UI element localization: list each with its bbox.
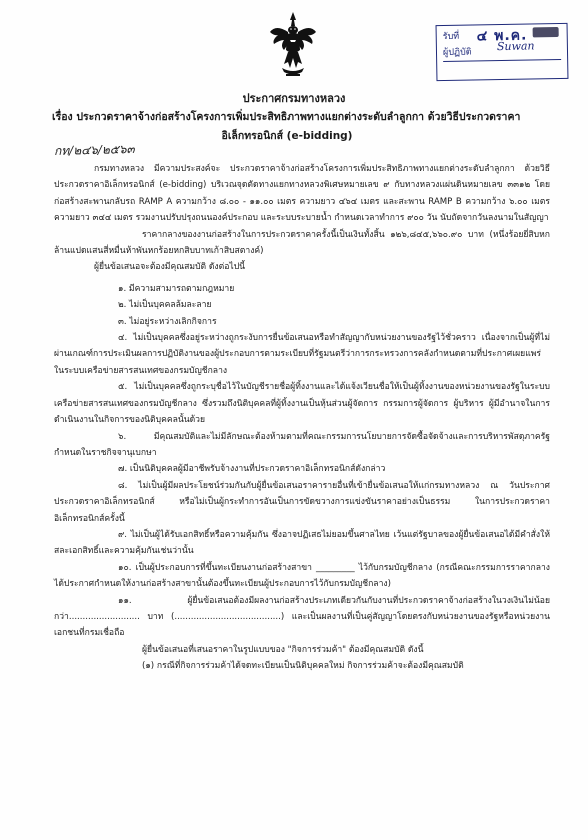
qualification-item: ๗. เป็นนิติบุคคลผู้มีอาชีพรับจ้างงานที่ประกวดราคาอิเล็กทรอนิกส์ดังกล่าว xyxy=(118,464,386,475)
announcement-body xyxy=(54,161,550,675)
qualification-item: ๑. มีความสามารถตามกฎหมาย xyxy=(118,283,235,294)
joint-venture-intro: ผู้ยื่นข้อเสนอที่เสนอราคาในรูปแบบของ "กิจการร่วมค้า" ต้องมีคุณสมบัติ ดังนี้ xyxy=(142,644,424,655)
qualification-item: ๖. มีคุณสมบัติและไม่มีลักษณะต้องห้ามตามที่คณะกรรมการนโยบายการจัดซื้อจัดจ้างและการบริหารพัสดุภาครัฐกำหนดในราชกิจจานุเบกษา xyxy=(54,431,550,458)
joint-venture-item: (๑) กรณีที่กิจการร่วมค้าได้จดทะเบียนเป็นนิติบุคคลใหม่ กิจการร่วมค้าจะต้องมีคุณสมบัติ xyxy=(142,661,464,672)
receipt-stamp xyxy=(436,23,569,81)
garuda-emblem-icon xyxy=(268,10,318,80)
intro-paragraph: กรมทางหลวง มีความประสงค์จะ ประกวดราคาจ้างก่อสร้างโครงการเพิ่มประสิทธิภาพทางแยกต่างระดับลำลูกกา ด้วยวิธีประกวดราคาอิเล็กทรอนิกส์ (e-bidding) บริเวณจุดตัดทางแยกทางหลวงพิเศษหมายเลข ๙ กับทางหลวงแผ่นดินหมายเลข ๓๓๑๒ โดยก่อสร้างสะพานกลับรถ RAMP A ความกว้าง ๘.๐๐ - ๑๑.๐๐ เมตร ความยาว ๔๖๔ เมตร และสะพาน RAMP B ความกว้าง ๖.๐๐ เมตร ความยาว ๓๔๔ เมตร รวมงานปรับปรุงถนนองค์ประกอบ และระบบระบายน้ำ กำหนดเวลาทำการ ๙๐๐ วัน นับถัดจากวันลงนามในสัญญา xyxy=(54,164,550,224)
stamp-signature: Suwan xyxy=(496,39,535,54)
stamp-handler-label: ผู้ปฏิบัติ xyxy=(442,47,472,59)
stamp-date: ๔ พ.ค. xyxy=(476,27,528,45)
stamp-received-label: รับที่ xyxy=(442,31,460,43)
qualification-item: ๙. ไม่เป็นผู้ได้รับเอกสิทธิ์หรือความคุ้มกัน ซึ่งอาจปฏิเสธไม่ยอมขึ้นศาลไทย เว้นแต่รัฐบาลของผู้ยื่นข้อเสนอได้มีคำสั่งให้สละเอกสิทธิ์และความคุ้มกันเช่นว่านั้น xyxy=(54,529,550,557)
qualifications-intro: ผู้ยื่นข้อเสนอจะต้องมีคุณสมบัติ ดังต่อไปนี้ xyxy=(94,262,246,273)
qualification-item: ๔. ไม่เป็นบุคคลซึ่งอยู่ระหว่างถูกระงับการยื่นข้อเสนอหรือทำสัญญากับหน่วยงานของรัฐไว้ชั่วคราว เนื่องจากเป็นผู้ที่ไม่ผ่านเกณฑ์การประเมินผลการปฏิบัติงานของผู้ประกอบการตามระเบียบที่รัฐมนตรีว่าการกระทรวงการคลังกำหนดตามที่ประกาศเผยแพร่ในระบบเครือข่ายสารสนเทศของกรมบัญชีกลาง xyxy=(54,333,550,376)
reference-price-paragraph: ราคากลางของงานก่อสร้างในการประกวดราคาครั้งนี้เป็นเงินทั้งสิ้น ๑๒๖,๘๔๕,๖๖๐.๙๐ บาท (หนึ่งร้อยยี่สิบหกล้านแปดแสนสี่หมื่นห้าพันหกร้อยหกสิบบาทเก้าสิบสตางค์) xyxy=(54,229,550,257)
announcement-header: ประกาศกรมทางหลวง xyxy=(242,92,346,105)
stamp-ink-smudge xyxy=(533,27,559,37)
qualification-item: ๑๑. ผู้ยื่นข้อเสนอต้องมีผลงานก่อสร้างประเภทเดียวกันกับงานที่ประกวดราคาจ้างก่อสร้างในวงเงินไม่น้อยกว่า.......................... บาท (.......................................) และเป็นผลงานที่เป็นคู่สัญญาโดยตรงกับหน่วยงานของรัฐหรือหน่วยงานเอกชนที่กรมเชื่อถือ xyxy=(54,595,550,639)
qualification-item: ๘. ไม่เป็นผู้มีผลประโยชน์ร่วมกันกับผู้ยื่นข้อเสนอราคารายอื่นที่เข้ายื่นข้อเสนอให้แก่กรมทางหลวง ณ วันประกาศประกวดราคาอิเล็กทรอนิกส์ หรือไม่เป็นผู้กระทำการอันเป็นการขัดขวางการแข่งขันราคาอย่างเป็นธรรม ในการประกวดราคาอิเล็กทรอนิกส์ครั้งนี้ xyxy=(54,480,550,524)
qualification-item: ๒. ไม่เป็นบุคคลล้มละลาย xyxy=(118,300,212,311)
subject-line-2: อิเล็กทรอนิกส์ (e-bidding) xyxy=(221,130,353,142)
handwritten-reference: กท/๒๔๖/๒๕๖๓ xyxy=(53,141,135,159)
qualification-item: ๕. ไม่เป็นบุคคลซึ่งถูกระบุชื่อไว้ในบัญชีรายชื่อผู้ทิ้งงานและได้แจ้งเวียนชื่อให้เป็นผู้ทิ้งงานของหน่วยงานของรัฐในระบบเครือข่ายสารสนเทศของกรมบัญชีกลาง ซึ่งรวมถึงนิติบุคคลที่ผู้ทิ้งงานเป็นหุ้นส่วนผู้จัดการ กรรมการผู้จัดการ ผู้บริหาร ผู้มีอำนาจในการดำเนินงานในกิจการของนิติบุคคลนั้นด้วย xyxy=(54,382,550,426)
subject-line-1: เรื่อง ประกวดราคาจ้างก่อสร้างโครงการเพิ่มประสิทธิภาพทางแยกต่างระดับลำลูกกา ด้วยวิธีประกวดราคา xyxy=(52,111,521,123)
qualification-item: ๓. ไม่อยู่ระหว่างเลิกกิจการ xyxy=(118,316,217,327)
qualification-item: ๑๐. เป็นผู้ประกอบการที่ขึ้นทะเบียนงานก่อสร้างสาขา _________ ไว้กับกรมบัญชีกลาง (กรณีคณะกรรมการราคากลางได้ประกาศกำหนดให้งานก่อสร้างสาขานั้นต้องขึ้นทะเบียนผู้ประกอบการไว้กับกรมบัญชีกลาง) xyxy=(54,562,550,590)
